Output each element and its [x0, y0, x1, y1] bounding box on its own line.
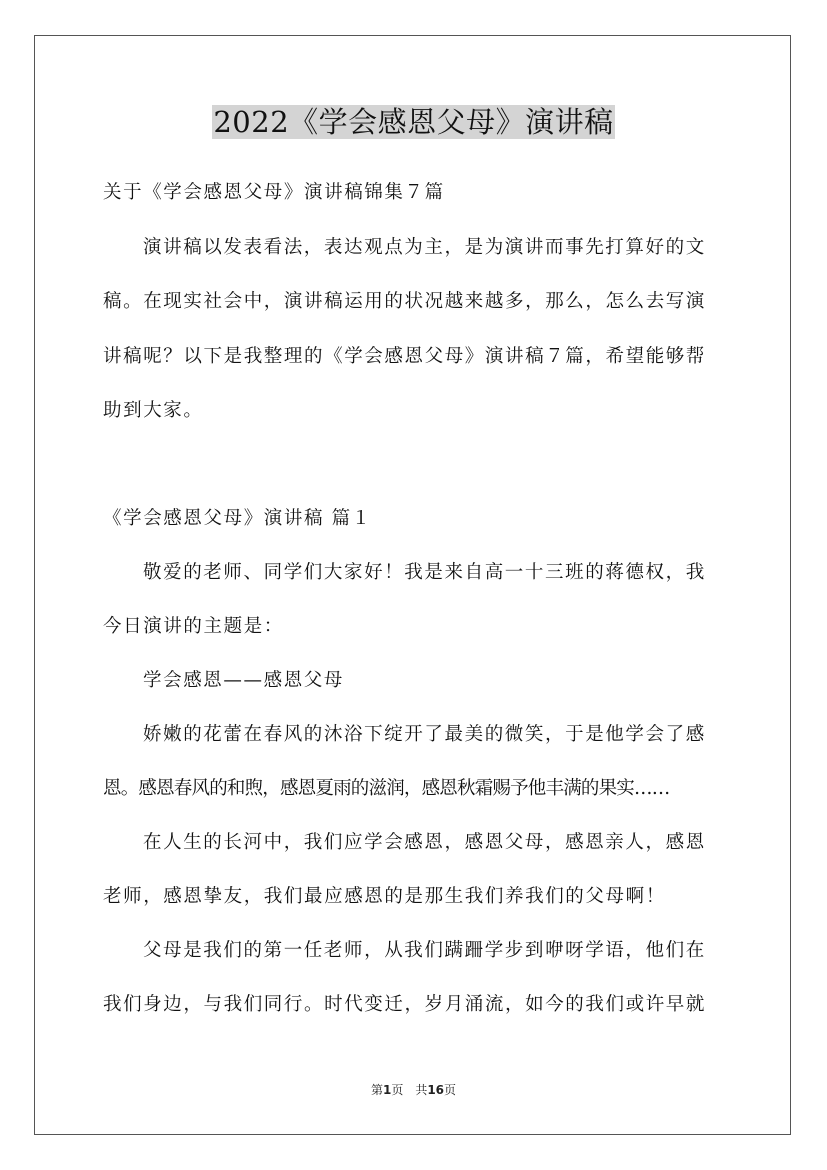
paragraph-line: 演讲稿以发表看法，表达观点为主，是为演讲而事先打算好的文	[143, 237, 706, 258]
document-title-text: 2022《学会感恩父母》演讲稿	[213, 105, 614, 139]
paragraph-line: 父母是我们的第一任老师，从我们蹒跚学步到咿呀学语，他们在	[143, 940, 706, 961]
footer-prefix: 第	[370, 1083, 383, 1097]
paragraph-line: 娇嫩的花蕾在春风的沐浴下绽开了最美的微笑，于是他学会了感	[143, 724, 706, 745]
paragraph-line: 老师，感恩挚友，我们最应感恩的是那生我们养我们的父母啊！	[103, 886, 666, 907]
paragraph-line: 恩。感恩春风的和煦，感恩夏雨的滋润，感恩秋霜赐予他丰满的果实……	[103, 778, 670, 799]
footer-suffix: 页	[444, 1083, 457, 1097]
section-heading: 《学会感恩父母》演讲稿 篇１	[103, 508, 372, 529]
paragraph-line: 学会感恩——感恩父母	[143, 670, 345, 691]
document-title	[0, 100, 827, 144]
page-footer	[0, 1082, 827, 1098]
paragraph-line: 今日演讲的主题是：	[103, 616, 284, 637]
subtitle-line: 关于《学会感恩父母》演讲稿锦集７篇	[103, 182, 445, 203]
paragraph-line: 在人生的长河中，我们应学会感恩，感恩父母，感恩亲人，感恩	[143, 832, 706, 853]
paragraph-line: 讲稿呢？以下是我整理的《学会感恩父母》演讲稿７篇，希望能够帮	[103, 346, 707, 367]
footer-page-total: 16	[427, 1083, 445, 1097]
footer-mid: 页 共	[391, 1083, 428, 1097]
paragraph-line: 敬爱的老师、同学们大家好！我是来自高一十三班的蒋德权，我	[143, 562, 706, 583]
paragraph-line: 我们身边，与我们同行。时代变迁，岁月涌流，如今的我们或许早就	[103, 994, 707, 1015]
paragraph-line: 稿。在现实社会中，演讲稿运用的状况越来越多，那么，怎么去写演	[103, 291, 707, 312]
paragraph-line: 助到大家。	[103, 400, 204, 421]
footer-page-current: 1	[382, 1083, 392, 1097]
